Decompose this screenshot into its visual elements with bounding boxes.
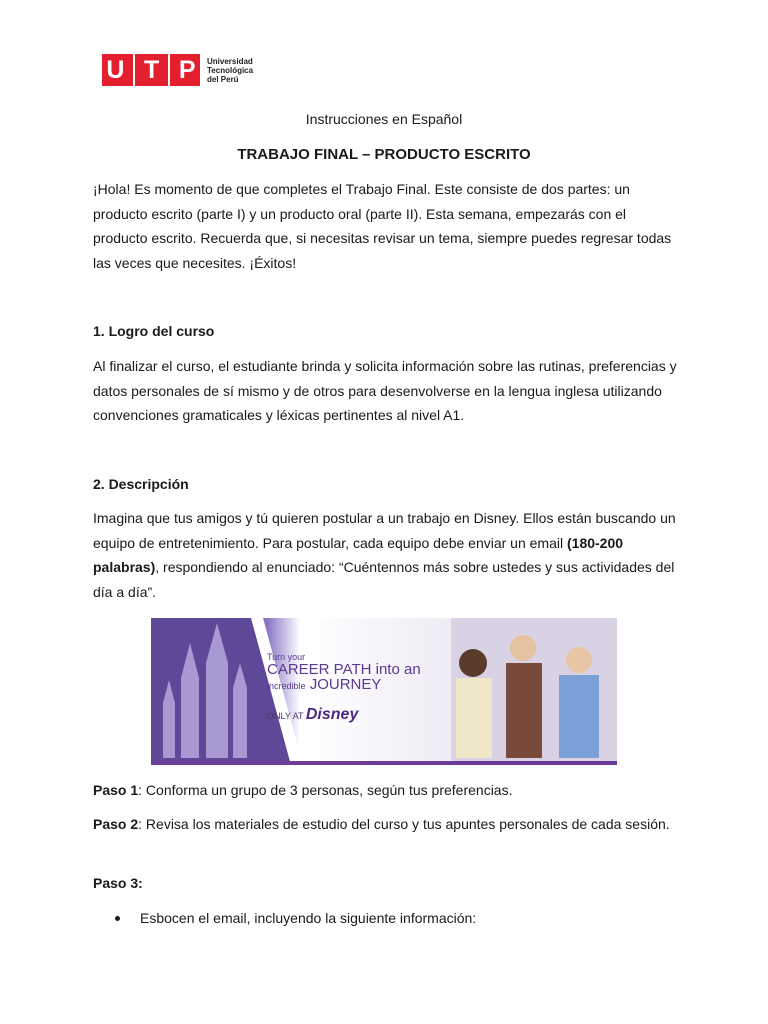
document-subtitle: Instrucciones en Español	[305, 111, 463, 127]
banner-slogan: Turn your CAREER PATH into an incredible JOURNEY ONLY AT Disney	[267, 652, 421, 723]
cast-members-photo	[451, 618, 617, 761]
document-title: TRABAJO FINAL – PRODUCTO ESCRITO	[237, 146, 531, 163]
utp-logo-box	[102, 54, 200, 86]
paso-2: Paso 2: Revisa los materiales de estudio del curso y tus apuntes personales de cada sesión.	[93, 816, 670, 832]
paso-1: Paso 1: Conforma un grupo de 3 personas, según tus preferencias.	[93, 782, 513, 798]
utp-logo	[102, 54, 253, 86]
section-heading-descripcion: 2. Descripción	[93, 476, 189, 492]
section-heading-logro: 1. Logro del curso	[93, 323, 215, 339]
paso-3: Paso 3:	[93, 875, 143, 891]
word-count-bold: (180-200 palabras)	[93, 534, 624, 575]
document-page: U T P Universidad Tecnológica del Perú Instrucciones en Español TRABAJO FINAL – PRODUCTO ESCRITO ¡Hola! Es momento de que completes el Trabajo Final. Este consiste de dos partes: un producto escrito (parte I) y un producto oral (parte II). Esta semana, empezarás con el producto escrito. Recuerda que, si necesitas revisar un tema, siempre puedes regresar todas las veces que necesites. ¡Éxitos! 1. Logro del curso Al finalizar el curso, el estudiante brinda y solicita información sobre las rutinas, preferencias y datos personales de sí mismo y de otros para desenvolverse en la lengua inglesa utilizando convenciones gramaticales y léxicas pertinentes al nivel A1. 2. Descripción Imagina que tus amigos y tú quieren postular a un trabajo en Disney. Ellos están buscando un equipo de entretenimiento. Para postular, cada equipo debe enviar un email (180-200 palabras), respondiendo al enunciado: “Cuéntennos más sobre ustedes y sus actividades del día a día”. Turn your CAREER PATH into an incredible JOURNEY ONLY AT Disney Paso 1: Conforma un grupo de 3 personas, según tus preferencias. Paso 2: Revisa los materiales de estudio del curso y tus apuntes personales de cada sesión. Paso 3: Esboce‍n el email, incluyendo la siguiente información:	[0, 0, 768, 1024]
descripcion-paragraph: Imagina que tus amigos y tú quieren postular a un trabajo en Disney. Ellos están buscando un equipo de entretenimiento. Para postular, cada equipo debe enviar un email (180-200 palabras), respondiendo al enunciado: “Cuéntennos más sobre ustedes y sus actividades del día a día”.	[93, 510, 676, 600]
bullet-icon	[115, 916, 120, 921]
disney-career-banner	[151, 618, 617, 765]
logo-letter-u: U	[106, 56, 125, 84]
logo-university-name: Universidad Tecnológica del Perú	[207, 56, 254, 84]
intro-paragraph: ¡Hola! Es momento de que completes el Trabajo Final. Este consiste de dos partes: un producto escrito (parte I) y un producto oral (parte II). Esta semana, empezarás con el producto escrito. Recuerda que, si necesitas revisar un tema, siempre puedes regresar todas las veces que necesites. ¡Éxitos!	[93, 181, 672, 271]
logo-letter-t: T	[144, 56, 160, 84]
disney-logo: Disney	[305, 706, 359, 723]
logo-letter-p: P	[178, 56, 196, 84]
logro-paragraph: Al finalizar el curso, el estudiante brinda y solicita información sobre las rutinas, preferencias y datos personales de sí mismo y de otros para desenvolverse en la lengua inglesa utilizando convenciones gramaticales y léxicas pertinentes al nivel A1.	[93, 358, 677, 423]
